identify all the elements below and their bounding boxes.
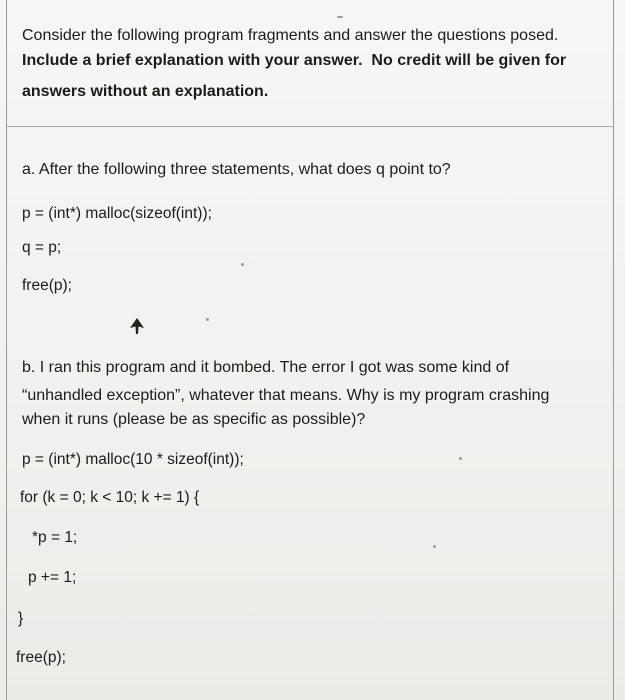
question-b-prompt-line: “unhandled exception”, whatever that means. Why is my program crashing <box>22 387 550 404</box>
question-a-code-line: q = p; <box>22 239 62 256</box>
instructions-explanation-note: Include a brief explanation with your answer. <box>22 52 363 69</box>
question-b-code-line: p = (int*) malloc(10 * sizeof(int)); <box>22 451 244 468</box>
instructions-line-1: Consider the following program fragments and answer the questions posed. <box>22 27 559 44</box>
mouse-pointer-icon <box>130 318 144 334</box>
question-a-code-line: p = (int*) malloc(sizeof(int)); <box>22 205 212 222</box>
scan-speck <box>459 457 462 460</box>
instructions-line-2 <box>22 51 566 71</box>
question-a-code-line: free(p); <box>22 277 72 294</box>
instructions-no-credit-note: No credit will be given for <box>371 52 567 69</box>
scan-speck <box>206 318 209 321</box>
question-b-code-line: for (k = 0; k < 10; k += 1) { <box>20 489 200 506</box>
question-b-code-line: free(p); <box>16 649 66 666</box>
question-b-prompt-line: b. I ran this program and it bombed. The error I got was some kind of <box>22 359 510 376</box>
scan-speck <box>433 545 436 548</box>
question-b-code-line: p += 1; <box>28 569 77 586</box>
question-b-code-line: } <box>18 610 24 627</box>
question-b-code-line: *p = 1; <box>32 529 78 546</box>
header-divider <box>6 126 614 127</box>
instructions-line-3: answers without an explanation. <box>22 83 269 100</box>
question-a-prompt: a. After the following three statements, what does q point to? <box>22 161 451 178</box>
scan-speck <box>337 16 343 18</box>
page-frame <box>6 0 614 700</box>
scan-speck <box>241 263 244 266</box>
question-b-prompt-line: when it runs (please be as specific as possible)? <box>22 411 366 428</box>
